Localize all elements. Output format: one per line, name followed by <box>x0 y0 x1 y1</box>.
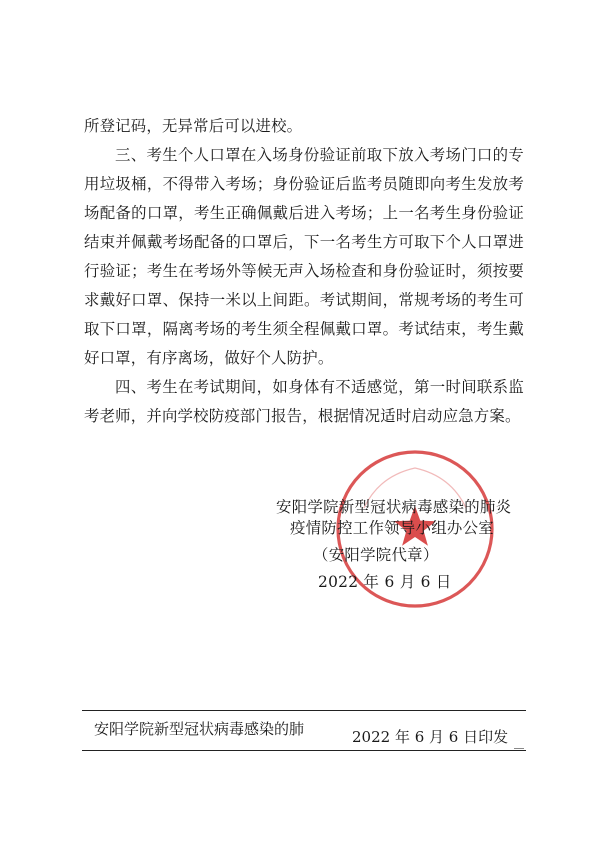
issuer-seal-note: （安阳学院代章） <box>313 546 439 564</box>
footer-print-date: 2022 年 6 月 6 日印发 <box>352 728 509 746</box>
issuer-line-2: 疫情防控工作领导小组办公室 <box>290 519 494 537</box>
paragraph-item-3: 三、考生个人口罩在入场身份验证前取下放入考场门口的专用垃圾桶，不得带入考场；身份验证后监考员随即向考生发放考场配备的口罩，考生正确佩戴后进入考场；上一名考生身份验证结束并佩戴考场配备的口罩后，下一名考生方可取下个人口罩进行验证；考生在考场外等候无声入场检查和身份验证时，须按要求戴好口罩、保持一米以上间距。考试期间，常规考场的考生可取下口罩，隔离考场的考生须全程佩戴口罩。考试结束，考生戴好口罩，有序离场，做好个人防护。 <box>84 146 524 367</box>
paragraph-continuation: 所登记码，无异常后可以进校。 <box>84 117 303 135</box>
page-mark <box>514 748 524 749</box>
footer-top-rule <box>82 710 526 711</box>
issue-date: 2022 年 6 月 6 日 <box>318 573 452 591</box>
paragraph-item-4: 四、考生在考试期间，如身体有不适感觉，第一时间联系监考老师，并向学校防疫部门报告，根据情况适时启动应急方案。 <box>84 378 524 425</box>
footer-issuer: 安阳学院新型冠状病毒感染的肺 <box>94 720 305 738</box>
footer-bottom-rule <box>82 750 526 751</box>
issuer-line-1: 安阳学院新型冠状病毒感染的肺炎 <box>276 498 512 516</box>
